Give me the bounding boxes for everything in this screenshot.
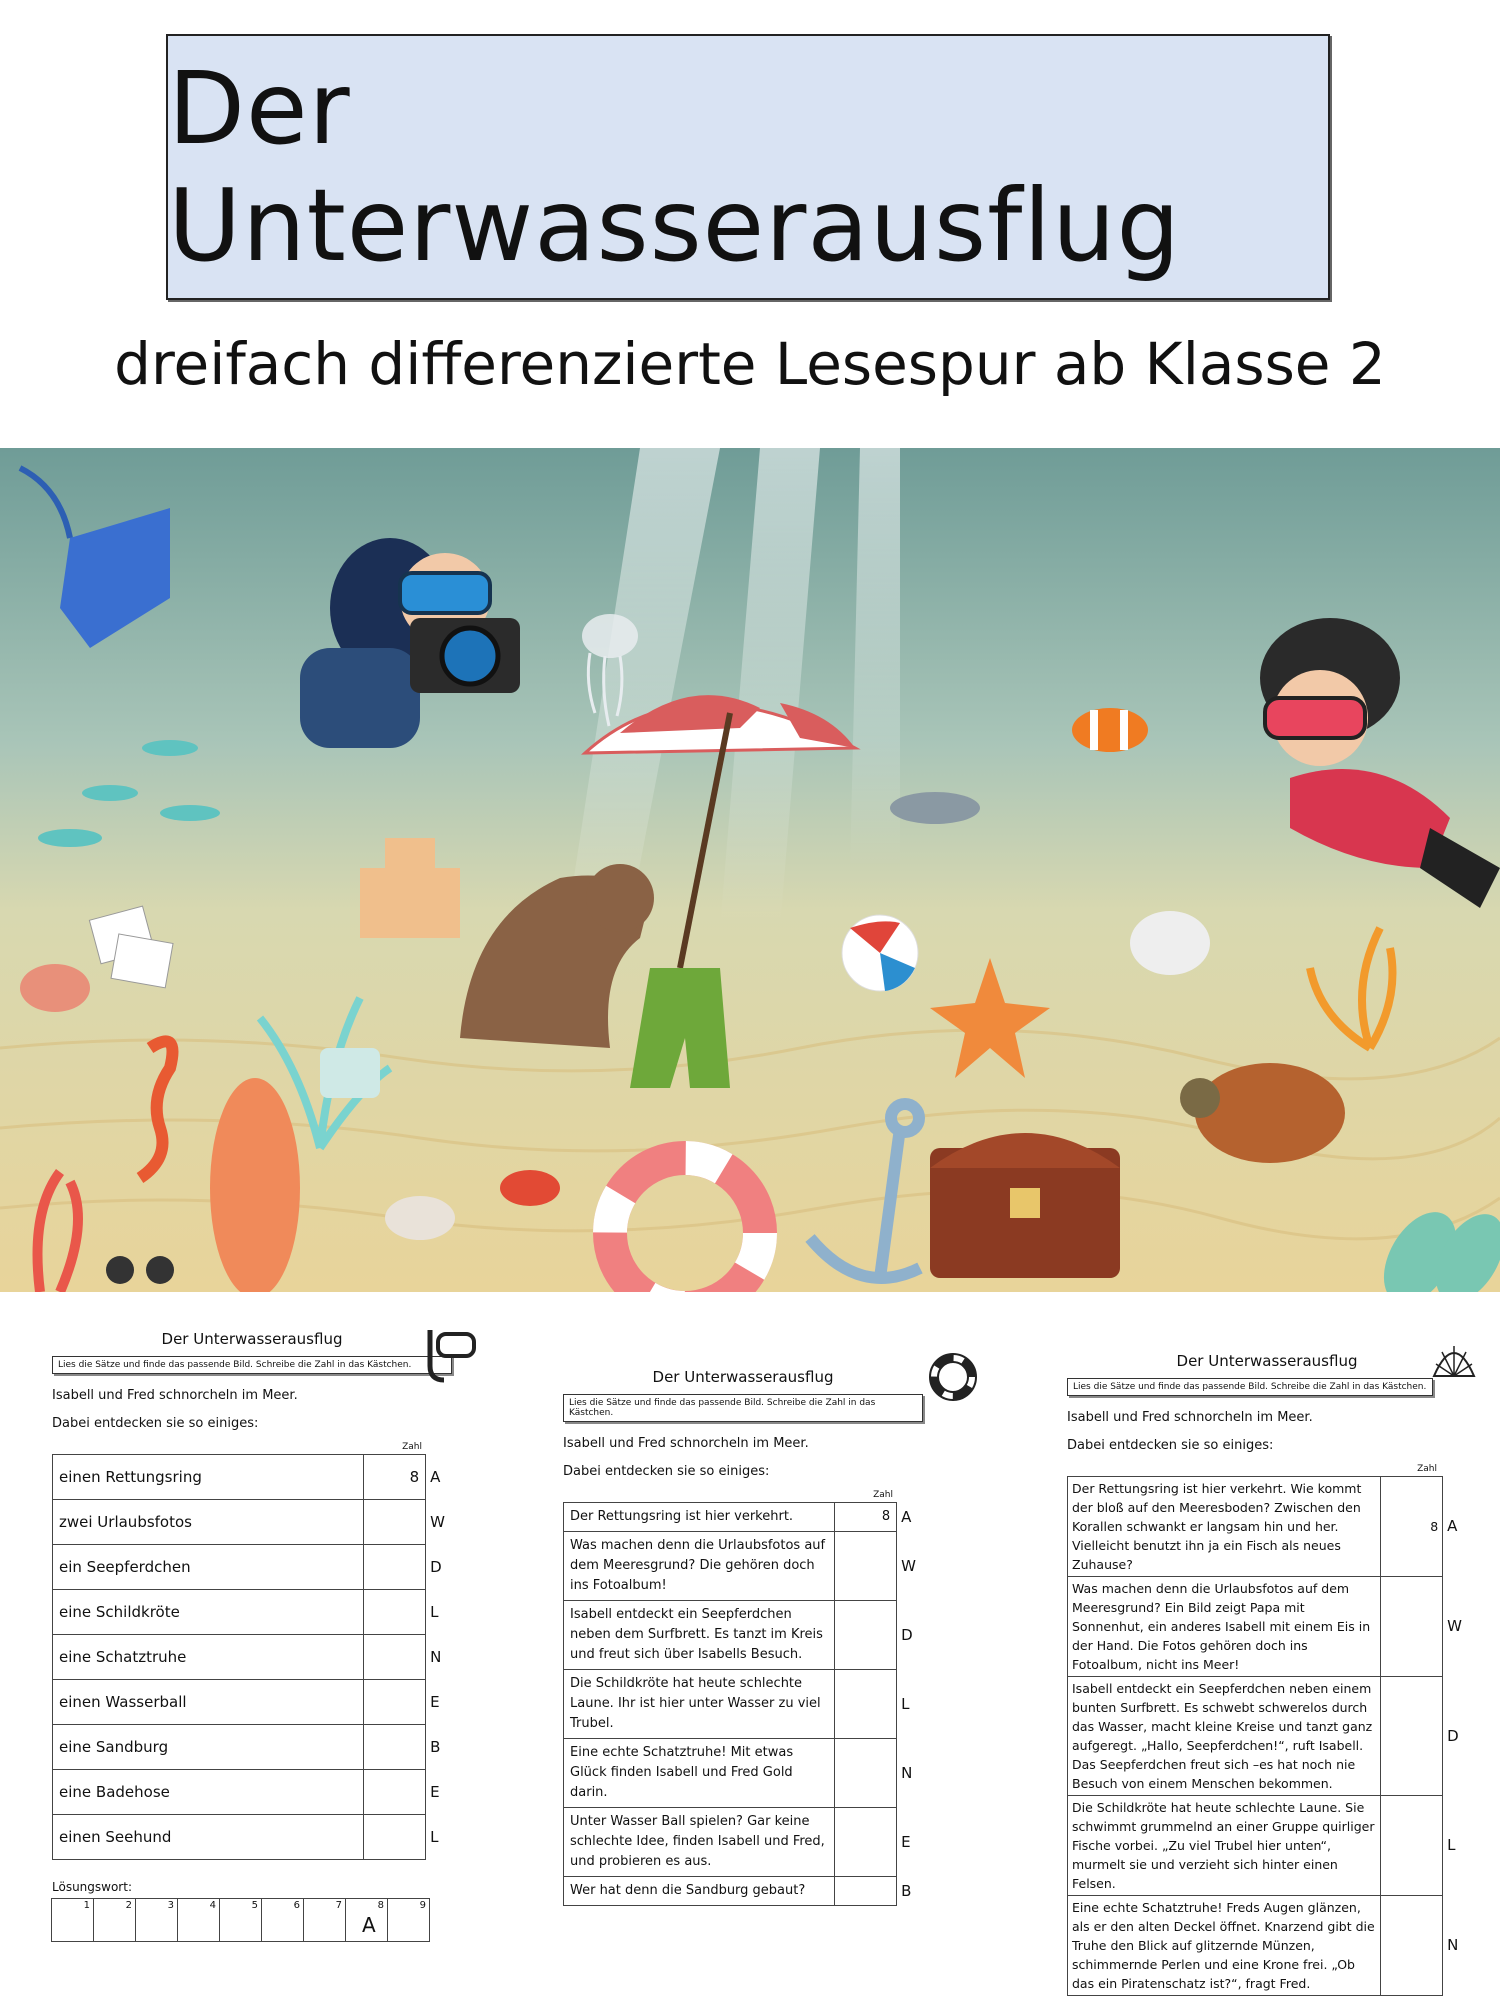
answer-box[interactable]: 8 [1381,1477,1443,1577]
row-text: Die Schildkröte hat heute schlechte Laune. Sie schwimmt grummelnd an einer Gruppe quirliger Fische vorbei. „Zu viel Trubel hier unten“, murmelt sie und verzieht sich hinter einen Felsen. [1068,1796,1381,1896]
solution-letter: L [430,1603,439,1621]
answer-box[interactable] [364,1590,426,1635]
solution-box[interactable] [387,1898,430,1942]
row-text: Eine echte Schatztruhe! Freds Augen glänzen, als er den alten Deckel öffnet. Knarzend gibt die Truhe den Blick auf glitzernde Münzen, schimmernde Perlen und eine Krone frei. „Ob das ein Piratenschatz ist?“, fragt Fred. [1068,1896,1381,1996]
row-text: Wer hat denn die Sandburg gebaut? [564,1877,835,1906]
table-row [564,1532,923,1601]
worksheet-title: Der Unterwasserausflug [652,1368,834,1386]
row-text: Unter Wasser Ball spielen? Gar keine schlechte Idee, finden Isabell und Fred, und probieren es aus. [564,1808,835,1877]
answer-box[interactable] [364,1545,426,1590]
solution-label: Lösungswort: [52,1880,132,1894]
answer-box[interactable] [364,1815,426,1860]
solution-letter: E [430,1693,440,1711]
gray-fish-icon [890,792,980,824]
table-row [564,1503,923,1532]
row-text: einen Wasserball [53,1680,364,1725]
solution-letter: B [901,1882,912,1900]
solution-letter: D [901,1626,913,1644]
worksheet-intro-2: Dabei entdecken sie so einiges: [563,1464,770,1479]
snail-shell-icon [20,964,90,1012]
answer-box[interactable] [364,1635,426,1680]
worksheet-title: Der Unterwasserausflug [1176,1352,1358,1370]
worksheet-intro-2: Dabei entdecken sie so einiges: [52,1416,259,1431]
row-text: ein Seepferdchen [53,1545,364,1590]
solution-letter: N [430,1648,442,1666]
title-box [166,34,1330,300]
solution-letter: D [1447,1726,1459,1745]
solution-letter: A [1447,1517,1458,1535]
solution-letter: D [430,1558,442,1576]
row-text: Isabell entdeckt ein Seepferdchen neben einem bunten Surfbrett. Es schwebt schwerelos durch das Wasser, macht kleine Kreise und tanzt ganz aufgeregt. „Hallo, Seepferdchen!“, ruft Isabell. Das Seepferdchen freut sich –es hat noch nie Besuch von einem Menschen bekommen. [1068,1677,1381,1796]
worksheet-intro-2: Dabei entdecken sie so einiges: [1067,1438,1274,1453]
table-row [53,1725,452,1770]
table-row [53,1545,452,1590]
zahl-label: Zahl [402,1442,422,1452]
crab-icon [500,1170,560,1206]
row-text: zwei Urlaubsfotos [53,1500,364,1545]
page-subtitle: dreifach differenzierte Lesespur ab Klasse 2 [114,330,1386,398]
solution-box-number: 7 [335,1900,342,1911]
worksheet-preview-level-2 [563,1368,923,1906]
table-row [564,1877,923,1906]
worksheet-title: Der Unterwasserausflug [161,1330,343,1348]
solution-box-number: 9 [419,1900,426,1911]
solution-box[interactable] [219,1898,262,1942]
answer-box[interactable] [1381,1796,1443,1896]
answer-box[interactable]: 8 [364,1455,426,1500]
table-row [564,1670,923,1739]
row-text: eine Schatztruhe [53,1635,364,1680]
table-row [564,1601,923,1670]
solution-word-boxes [52,1898,452,1942]
answer-box[interactable] [364,1500,426,1545]
solution-letter: N [1447,1936,1459,1954]
solution-letter: L [901,1695,910,1713]
solution-box-number: 2 [125,1900,132,1911]
solution-box-number: 4 [209,1900,216,1911]
row-text: Die Schildkröte hat heute schlechte Laune. Ihr ist hier unter Wasser zu viel Trubel. [564,1670,835,1739]
answer-box[interactable] [1381,1896,1443,1996]
answer-box[interactable] [835,1601,897,1670]
underwater-scene-illustration [0,448,1500,1292]
answer-box[interactable] [364,1680,426,1725]
table-row [564,1808,923,1877]
table-row [1068,1796,1467,1896]
row-text: Der Rettungsring ist hier verkehrt. [564,1503,835,1532]
treasure-chest-icon [930,1133,1120,1278]
solution-letter: E [901,1833,911,1851]
solution-box-number: 8 [377,1900,384,1911]
beach-ball-icon [842,915,918,991]
answer-box[interactable] [835,1739,897,1808]
matching-table [563,1502,923,1906]
solution-letter: W [901,1557,916,1575]
underwater-camera-icon [320,1048,380,1098]
worksheet-instruction: Lies die Sätze und finde das passende Bild. Schreibe die Zahl in das Kästchen. [52,1356,452,1374]
answer-box[interactable] [835,1877,897,1906]
table-row [1068,1577,1467,1677]
solution-letter: L [1447,1836,1456,1854]
clownfish-icon [1072,708,1148,752]
solution-box-letter: A [362,1913,376,1937]
worksheet-preview-level-1 [52,1330,452,1942]
row-text: Was machen denn die Urlaubsfotos auf dem Meeresgrund? Die gehören doch ins Fotoalbum! [564,1532,835,1601]
solution-box[interactable] [93,1898,136,1942]
solution-letter: E [430,1783,440,1801]
solution-box-number: 5 [251,1900,258,1911]
solution-letter: W [430,1513,445,1531]
scallop-shell-icon [1130,911,1210,975]
page-title: Der Unterwasserausflug [168,50,1181,284]
solution-box-number: 1 [83,1900,90,1911]
solution-box[interactable] [261,1898,304,1942]
row-text: Isabell entdeckt ein Seepferdchen neben dem Surfbrett. Es tanzt im Kreis und freut sich über Isabells Besuch. [564,1601,835,1670]
worksheet-instruction: Lies die Sätze und finde das passende Bild. Schreibe die Zahl in das Kästchen. [1067,1378,1433,1396]
solution-letter: L [430,1828,439,1846]
row-text: Eine echte Schatztruhe! Mit etwas Glück finden Isabell und Fred Gold darin. [564,1739,835,1808]
row-text: einen Rettungsring [53,1455,364,1500]
answer-box[interactable]: 8 [835,1503,897,1532]
solution-box-number: 6 [293,1900,300,1911]
matching-table [52,1454,452,1860]
surfboard-icon [210,1078,300,1292]
table-row [53,1770,452,1815]
worksheet-intro-1: Isabell und Fred schnorcheln im Meer. [563,1436,809,1451]
lifebuoy-small-icon [926,1350,980,1404]
table-row [1068,1677,1467,1796]
table-row [53,1455,452,1500]
matching-table [1067,1476,1467,1996]
answer-box[interactable] [364,1770,426,1815]
solution-letter: W [1447,1617,1462,1635]
row-text: eine Badehose [53,1770,364,1815]
table-row [1068,1477,1467,1577]
answer-box[interactable] [1381,1677,1443,1796]
solution-box[interactable] [303,1898,346,1942]
solution-letter: A [901,1508,912,1526]
snorkel-icon [418,1326,478,1386]
solution-box-number: 3 [167,1900,174,1911]
solution-letter: B [430,1738,441,1756]
row-text: Was machen denn die Urlaubsfotos auf dem Meeresgrund? Ein Bild zeigt Papa mit Sonnenhut, ein anderes Isabell mit einem Eis in der Hand. Die Fotos gehören doch ins Fotoalbum, nicht ins Meer! [1068,1577,1381,1677]
solution-box[interactable] [345,1898,388,1942]
row-text: einen Seehund [53,1815,364,1860]
solution-box[interactable] [51,1898,94,1942]
zahl-label: Zahl [873,1490,893,1500]
table-row [53,1635,452,1680]
table-row [53,1500,452,1545]
table-row [53,1680,452,1725]
solution-letter: A [430,1468,441,1486]
worksheet-intro-1: Isabell und Fred schnorcheln im Meer. [1067,1410,1313,1425]
row-text: eine Sandburg [53,1725,364,1770]
row-text: Der Rettungsring ist hier verkehrt. Wie kommt der bloß auf den Meeresboden? Zwischen den Korallen schwankt er langsam hin und her. Vielleicht benutzt ihn ja ein Fisch als neues Zuhause? [1068,1477,1381,1577]
shell-small-icon [1430,1338,1478,1382]
pearl-shell-icon [385,1196,455,1240]
worksheet-preview-level-3 [1067,1352,1467,1996]
answer-box[interactable] [364,1725,426,1770]
table-row [564,1739,923,1808]
worksheet-instruction: Lies die Sätze und finde das passende Bild. Schreibe die Zahl in das Kästchen. [563,1394,923,1422]
table-row [1068,1896,1467,1996]
worksheet-intro-1: Isabell und Fred schnorcheln im Meer. [52,1388,298,1403]
answer-box[interactable] [835,1670,897,1739]
table-row [53,1815,452,1860]
zahl-label: Zahl [1417,1464,1437,1474]
answer-box[interactable] [835,1532,897,1601]
solution-box[interactable] [177,1898,220,1942]
solution-box[interactable] [135,1898,178,1942]
table-row [53,1590,452,1635]
answer-box[interactable] [835,1808,897,1877]
answer-box[interactable] [1381,1577,1443,1677]
solution-letter: N [901,1764,913,1782]
row-text: eine Schildkröte [53,1590,364,1635]
